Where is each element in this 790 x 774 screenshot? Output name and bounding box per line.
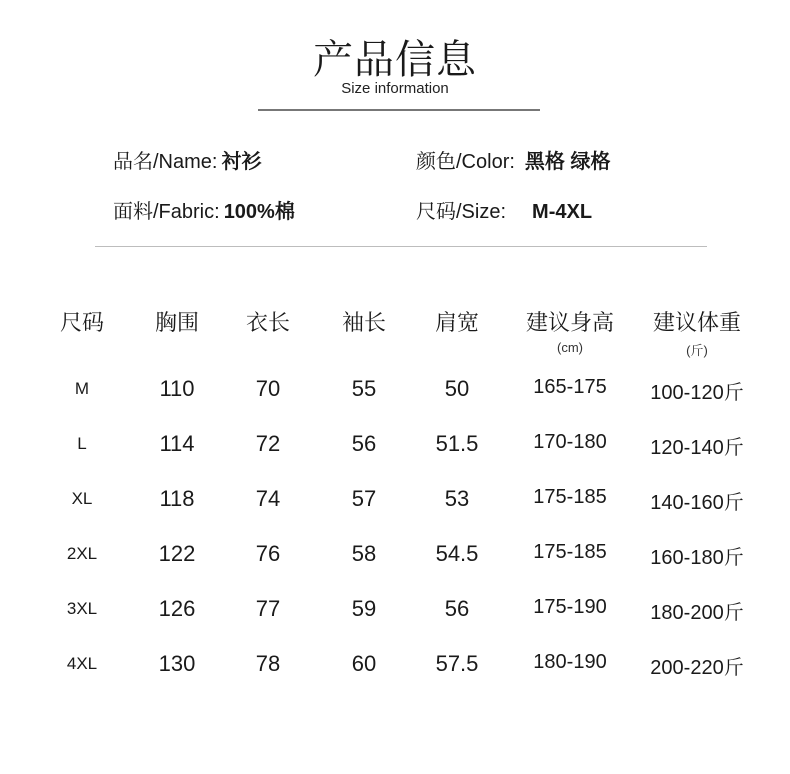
table-cell: 56	[444, 596, 470, 621]
info-color-value: 黑格 绿格	[524, 151, 611, 173]
table-row-size: 2XL	[66, 544, 98, 563]
table-cell: 55	[351, 376, 377, 401]
table-cell: 180-200斤	[650, 602, 744, 624]
info-name	[113, 145, 261, 174]
table-cell: 170-180	[533, 431, 607, 453]
column-header: 尺码	[59, 311, 104, 336]
table-cell: 51.5	[435, 431, 479, 456]
table-row-size: L	[77, 434, 87, 453]
table-cell: 180-190	[533, 651, 607, 673]
table-cell: 200-220斤	[650, 657, 744, 679]
column-header: 袖长	[341, 311, 386, 336]
table-cell: 54.5	[435, 541, 479, 566]
table-cell: 72	[255, 431, 281, 456]
table-cell: 78	[255, 651, 281, 676]
table-cell: 74	[255, 486, 281, 511]
table-cell: 53	[444, 486, 470, 511]
table-cell: 57.5	[435, 651, 479, 676]
info-fabric-label: 面料/Fabric:	[113, 201, 220, 223]
table-cell: 56	[351, 431, 377, 456]
column-header: 肩宽	[434, 311, 479, 336]
table-cell: 122	[158, 541, 196, 566]
table-row-size: 4XL	[66, 654, 98, 673]
table-cell: 175-185	[533, 486, 607, 508]
column-header: 建议身高	[525, 311, 614, 336]
table-row-size: 3XL	[66, 599, 98, 618]
table-row-size: M	[74, 379, 90, 398]
info-name-value: 衬衫	[221, 151, 262, 173]
table-cell: 70	[255, 376, 281, 401]
table-cell: 165-175	[533, 376, 607, 398]
table-cell: 126	[158, 596, 196, 621]
table-cell: 160-180斤	[650, 547, 744, 569]
column-unit: (cm)	[557, 340, 583, 355]
table-cell: 77	[255, 596, 281, 621]
table-cell: 140-160斤	[650, 492, 744, 514]
table-cell: 110	[159, 376, 195, 401]
table-cell: 60	[351, 651, 377, 676]
info-size-label: 尺码/Size:	[416, 201, 507, 223]
info-color-label: 颜色/Color:	[416, 151, 515, 173]
info-fabric-value: 100%棉	[223, 201, 295, 223]
table-cell: 130	[158, 651, 196, 676]
info-fabric	[113, 195, 295, 224]
column-header: 胸围	[154, 311, 199, 336]
table-row-size: XL	[71, 489, 93, 508]
table-cell: 175-190	[533, 596, 607, 618]
table-cell: 57	[351, 486, 377, 511]
info-color	[416, 145, 610, 174]
table-cell: 175-185	[533, 541, 607, 563]
table-cell: 100-120斤	[650, 382, 744, 404]
info-size-value: M-4XL	[532, 201, 593, 223]
title-divider	[258, 109, 540, 111]
table-cell: 120-140斤	[650, 437, 744, 459]
table-cell: 59	[351, 596, 377, 621]
info-divider	[95, 246, 707, 247]
table-cell: 76	[255, 541, 281, 566]
table-cell: 114	[159, 431, 195, 456]
column-header: 衣长	[245, 311, 290, 336]
table-cell: 118	[159, 486, 195, 511]
column-header: 建议体重	[652, 311, 741, 336]
info-name-label: 品名/Name:	[113, 151, 218, 173]
table-cell: 58	[351, 541, 377, 566]
table-cell: 50	[444, 376, 470, 401]
column-unit: (斤)	[686, 343, 708, 358]
info-size	[416, 195, 592, 224]
page-subtitle: Size information	[341, 80, 449, 97]
page-title: 产品信息	[313, 37, 477, 83]
